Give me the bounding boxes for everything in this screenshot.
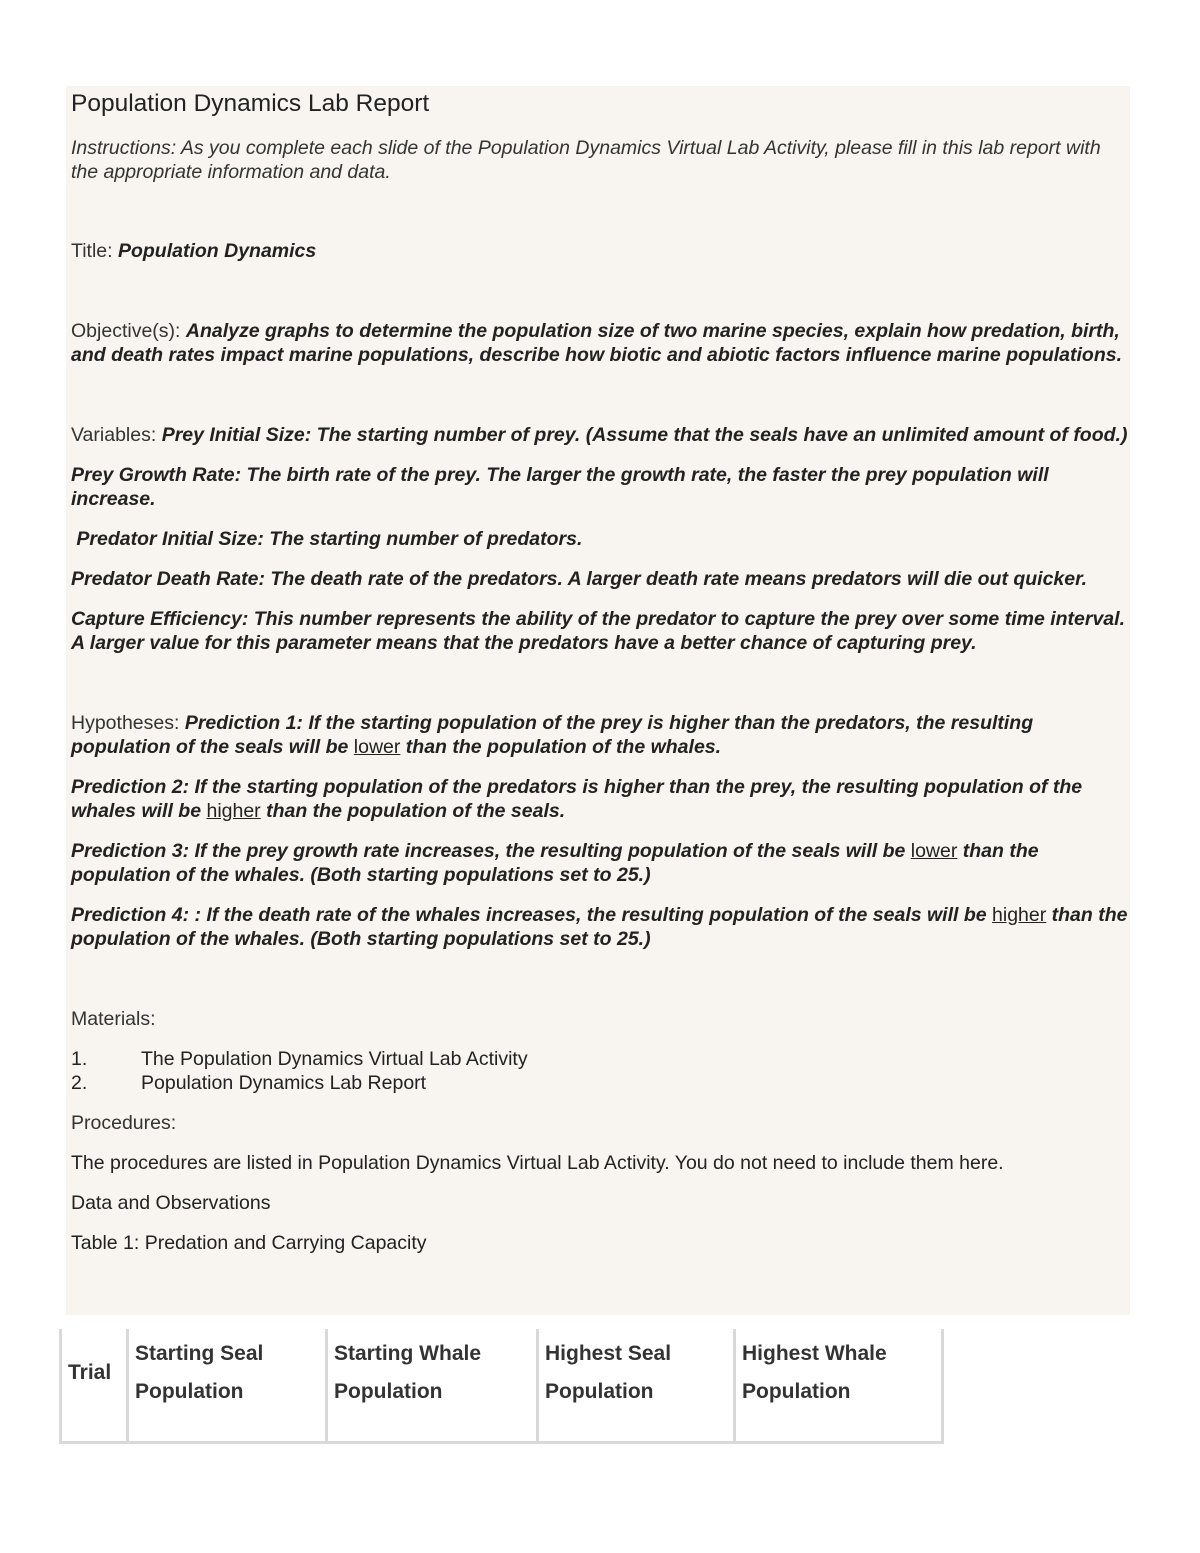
materials-list: [71, 1047, 1129, 1095]
hypothesis-item: Prediction 4: : If the death rate of the whales increases, the resulting population of the seals will be higher than the population of the whales. (Both starting populations set to 25.): [71, 904, 1128, 950]
column-header: Starting Whale Population: [327, 1329, 538, 1443]
column-header: Highest Seal Population: [538, 1329, 735, 1443]
data-heading: Data and Observations: [71, 1192, 271, 1214]
variable-item: Predator Initial Size: The starting number of predators.: [71, 528, 583, 550]
lab-title-value: Population Dynamics: [117, 240, 317, 262]
variable-item: Predator Death Rate: The death rate of the predators. A larger death rate means predators will die out quicker.: [71, 568, 1088, 590]
hypotheses-label: Hypotheses:: [71, 712, 185, 734]
materials-label: Materials:: [71, 1008, 156, 1030]
instructions: Instructions: As you complete each slide of the Population Dynamics Virtual Lab Activity, please fill in this lab report with the appropriate information and data.: [71, 137, 1101, 183]
hypotheses-section: [71, 711, 1129, 951]
table-caption: Table 1: Predation and Carrying Capacity: [71, 1232, 427, 1254]
hypothesis-answer: higher: [206, 800, 261, 822]
data-table: [59, 1329, 944, 1444]
column-header: Highest Whale Population: [735, 1329, 943, 1443]
objective-field: [71, 319, 1129, 367]
data-table-container: [59, 1329, 944, 1444]
list-item: [71, 1047, 1129, 1071]
procedures-label: Procedures:: [71, 1112, 177, 1134]
lab-title-field: [71, 239, 1129, 263]
variable-item: Prey Growth Rate: The birth rate of the prey. The larger the growth rate, the faster the prey population will increase.: [71, 464, 1049, 510]
list-text: Population Dynamics Lab Report: [141, 1072, 427, 1094]
procedures-text: The procedures are listed in Population Dynamics Virtual Lab Activity. You do not need to include them here.: [71, 1152, 1004, 1174]
hypothesis-item: Prediction 3: If the prey growth rate increases, the resulting population of the seals will be lower than the population of the whales. (Both starting populations set to 25.): [71, 840, 1039, 886]
lab-report-document: [71, 86, 1129, 1255]
hypothesis-answer: higher: [992, 904, 1047, 926]
hypothesis-answer: lower: [910, 840, 958, 862]
variables-label: Variables:: [71, 424, 162, 446]
column-header: Starting Seal Population: [128, 1329, 327, 1443]
hypothesis-item: Prediction 2: If the starting population of the predators is higher than the prey, the resulting population of the whales will be higher than the population of the seals.: [71, 776, 1083, 822]
objective-value: Analyze graphs to determine the population size of two marine species, explain how predation, birth, and death rates impact marine populations, describe how biotic and abiotic factors influence marine populations.: [71, 320, 1123, 366]
list-number: 1.: [71, 1048, 88, 1070]
objective-label: Objective(s):: [71, 320, 186, 342]
list-text: The Population Dynamics Virtual Lab Activity: [141, 1048, 528, 1070]
list-item: [71, 1071, 1129, 1095]
page-title: Population Dynamics Lab Report: [71, 90, 430, 117]
variables-section: [71, 423, 1129, 655]
lab-title-label: Title:: [71, 240, 118, 262]
table-header-row: [61, 1329, 943, 1443]
list-number: 2.: [71, 1072, 88, 1094]
hypothesis-item: Hypotheses: Prediction 1: If the starting population of the prey is higher than the predators, the resulting population of the seals will be lower than the population of the whales.: [71, 712, 1034, 758]
variable-item: Variables: Prey Initial Size: The starting number of prey. (Assume that the seals have an unlimited amount of food.): [71, 424, 1128, 446]
hypothesis-answer: lower: [353, 736, 401, 758]
variable-item: Capture Efficiency: This number represents the ability of the predator to capture the prey over some time interval. A larger value for this parameter means that the predators have a better chance of capturing prey.: [71, 608, 1125, 654]
column-header: Trial: [61, 1329, 128, 1443]
